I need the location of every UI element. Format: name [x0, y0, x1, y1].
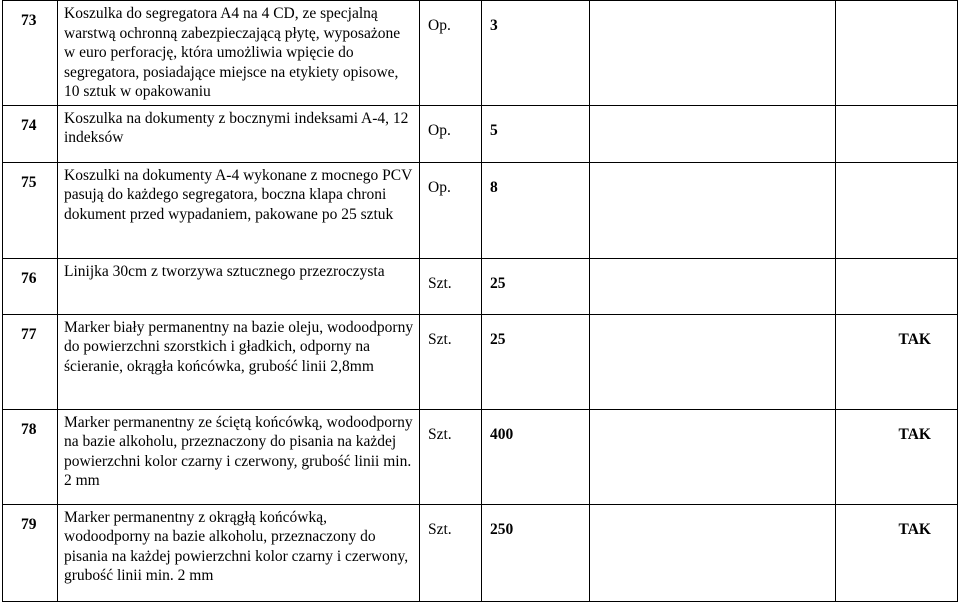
- item-number: 76: [3, 258, 58, 314]
- table-row: [3, 1, 958, 106]
- table-row: [3, 314, 958, 409]
- item-unit: Szt.: [420, 409, 482, 504]
- item-quantity: 8: [482, 162, 590, 258]
- item-unit: Szt.: [420, 314, 482, 409]
- item-unit: Szt.: [420, 258, 482, 314]
- item-quantity: 5: [482, 105, 590, 162]
- item-description: Linijka 30cm z tworzywa sztucznego przezroczysta: [58, 258, 420, 314]
- table-row: [3, 258, 958, 314]
- item-description: Koszulka do segregatora A4 na 4 CD, ze specjalną warstwą ochronną zabezpieczającą płytę, wyposażone w euro perforację, która umożliwia wpięcie do segregatora, posiadające miejsce na etykiety opisowe, 10 sztuk w opakowaniu: [58, 1, 420, 106]
- item-number: 75: [3, 162, 58, 258]
- item-unit: Szt.: [420, 504, 482, 601]
- item-description: Marker biały permanentny na bazie oleju, wodoodporny do powierzchni szorstkich i gładkich, odporny na ścieranie, okrągła końcówka, grubość linii 2,8mm: [58, 314, 420, 409]
- empty-cell: [590, 105, 836, 162]
- item-description: Koszulki na dokumenty A-4 wykonane z mocnego PCV pasują do każdego segregatora, boczna klapa chroni dokument przed wypadaniem, pakowane po 25 sztuk: [58, 162, 420, 258]
- item-number: 73: [3, 1, 58, 106]
- item-unit: Op.: [420, 162, 482, 258]
- empty-cell: [590, 1, 836, 106]
- item-flag: [836, 1, 958, 106]
- table-row: [3, 162, 958, 258]
- item-flag: TAK: [836, 409, 958, 504]
- item-quantity: 400: [482, 409, 590, 504]
- item-number: 78: [3, 409, 58, 504]
- item-quantity: 25: [482, 314, 590, 409]
- item-number: 79: [3, 504, 58, 601]
- item-unit: Op.: [420, 1, 482, 106]
- item-unit: Op.: [420, 105, 482, 162]
- item-flag: TAK: [836, 314, 958, 409]
- item-flag: TAK: [836, 504, 958, 601]
- table-row: [3, 504, 958, 601]
- empty-cell: [590, 258, 836, 314]
- item-flag: [836, 162, 958, 258]
- table-row: [3, 105, 958, 162]
- empty-cell: [590, 162, 836, 258]
- table-row: [3, 409, 958, 504]
- item-number: 77: [3, 314, 58, 409]
- item-description: Koszulka na dokumenty z bocznymi indeksami A-4, 12 indeksów: [58, 105, 420, 162]
- item-description: Marker permanentny ze ściętą końcówką, wodoodporny na bazie alkoholu, przeznaczony do pisania na każdej powierzchni kolor czarny i czerwony, grubość linii min. 2 mm: [58, 409, 420, 504]
- item-number: 74: [3, 105, 58, 162]
- item-quantity: 250: [482, 504, 590, 601]
- item-description: Marker permanentny z okrągłą końcówką, wodoodporny na bazie alkoholu, przeznaczony do pisania na każdej powierzchni kolor czarny i czerwony, grubość linii min. 2 mm: [58, 504, 420, 601]
- empty-cell: [590, 409, 836, 504]
- item-quantity: 3: [482, 1, 590, 106]
- item-quantity: 25: [482, 258, 590, 314]
- items-table: [2, 0, 958, 602]
- item-flag: [836, 105, 958, 162]
- empty-cell: [590, 314, 836, 409]
- item-flag: [836, 258, 958, 314]
- empty-cell: [590, 504, 836, 601]
